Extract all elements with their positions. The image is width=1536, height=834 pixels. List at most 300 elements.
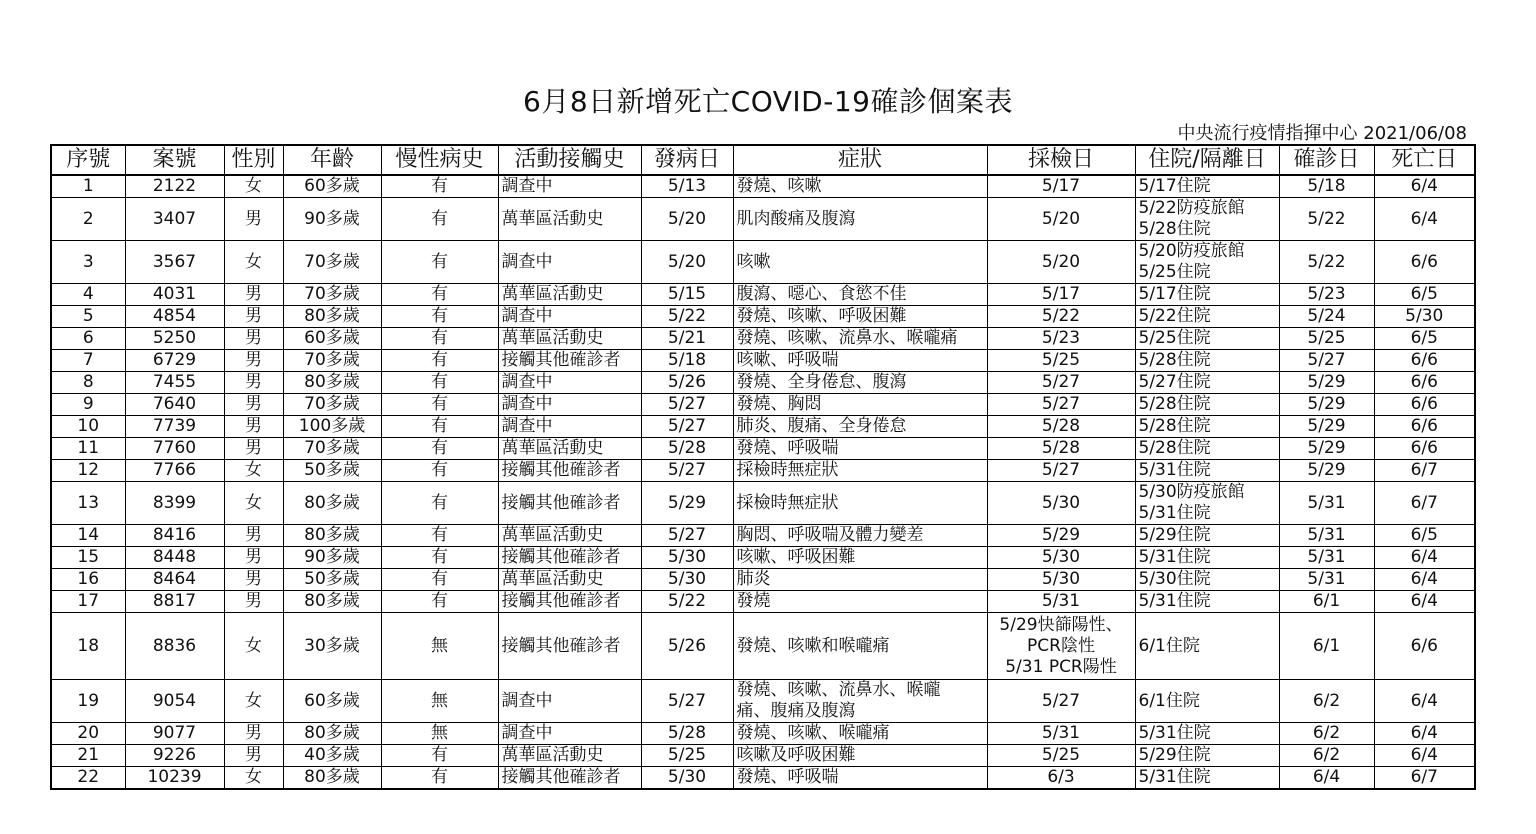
cell-sex: 男 (224, 372, 283, 394)
cell-sex: 男 (224, 569, 283, 591)
cell-seq: 14 (51, 525, 125, 547)
cell-confirmed: 5/23 (1279, 284, 1374, 306)
cell-case-no: 4854 (125, 306, 224, 328)
cell-contact: 萬華區活動史 (498, 328, 641, 350)
cell-age: 50多歲 (283, 569, 381, 591)
cell-sampling: 5/28 (987, 438, 1135, 460)
cell-confirmed: 5/31 (1279, 547, 1374, 569)
source-and-date: 中央流行疫情指揮中心 2021/06/08 (1177, 123, 1467, 144)
cell-age: 80多歲 (283, 767, 381, 790)
cell-chronic: 有 (381, 482, 498, 525)
cell-age: 80多歲 (283, 525, 381, 547)
cell-contact: 調查中 (498, 241, 641, 284)
cell-hospitalized: 5/31住院 (1135, 723, 1279, 745)
cell-contact: 調查中 (498, 372, 641, 394)
cell-onset: 5/27 (641, 680, 733, 723)
cell-line: 5/22防疫旅館 (1138, 198, 1245, 218)
cell-onset: 5/13 (641, 175, 733, 198)
cell-death: 6/4 (1374, 723, 1475, 745)
cell-hospitalized: 5/31住院 (1135, 767, 1279, 790)
cell-sampling: 5/20 (987, 198, 1135, 241)
cell-seq: 13 (51, 482, 125, 525)
cell-seq: 12 (51, 460, 125, 482)
cell-death: 6/4 (1374, 591, 1475, 613)
cell-sex: 男 (224, 547, 283, 569)
cell-chronic: 有 (381, 198, 498, 241)
cell-contact: 接觸其他確診者 (498, 350, 641, 372)
cell-chronic: 無 (381, 723, 498, 745)
cell-death: 6/6 (1374, 394, 1475, 416)
cell-sex: 男 (224, 198, 283, 241)
cell-line: 5/31 PCR陽性 (1005, 656, 1117, 677)
cell-confirmed: 6/2 (1279, 680, 1374, 723)
cell-confirmed: 5/29 (1279, 416, 1374, 438)
cell-onset: 5/20 (641, 241, 733, 284)
cell-sex: 男 (224, 284, 283, 306)
table-row (51, 241, 1475, 284)
cell-seq: 18 (51, 613, 125, 680)
cell-hospitalized: 5/28住院 (1135, 438, 1279, 460)
table-row (51, 394, 1475, 416)
cell-sex: 男 (224, 525, 283, 547)
cell-age: 100多歲 (283, 416, 381, 438)
cell-onset: 5/15 (641, 284, 733, 306)
cell-chronic: 有 (381, 350, 498, 372)
cell-confirmed: 6/1 (1279, 591, 1374, 613)
cell-contact: 接觸其他確診者 (498, 547, 641, 569)
cell-onset: 5/30 (641, 547, 733, 569)
col-header-seq: 序號 (51, 145, 125, 175)
cell-death: 6/6 (1374, 241, 1475, 284)
cell-case-no: 7455 (125, 372, 224, 394)
cell-death: 6/6 (1374, 438, 1475, 460)
cell-symptoms: 發燒、全身倦怠、腹瀉 (733, 372, 987, 394)
cell-seq: 7 (51, 350, 125, 372)
table-row (51, 525, 1475, 547)
cell-hospitalized: 5/31住院 (1135, 591, 1279, 613)
cell-chronic: 有 (381, 525, 498, 547)
cell-onset: 5/27 (641, 460, 733, 482)
col-header-sampling: 採檢日 (987, 145, 1135, 175)
cell-confirmed: 5/31 (1279, 482, 1374, 525)
cell-sex: 男 (224, 591, 283, 613)
cell-sampling: 5/29 (987, 525, 1135, 547)
cell-symptoms: 採檢時無症狀 (733, 482, 987, 525)
col-header-contact: 活動接觸史 (498, 145, 641, 175)
cell-sampling: 5/17 (987, 284, 1135, 306)
cell-case-no: 8448 (125, 547, 224, 569)
cell-sex: 女 (224, 175, 283, 198)
cell-seq: 19 (51, 680, 125, 723)
cell-hospitalized: 5/28住院 (1135, 416, 1279, 438)
cell-onset: 5/25 (641, 745, 733, 767)
cell-confirmed: 5/29 (1279, 438, 1374, 460)
cell-confirmed: 5/31 (1279, 525, 1374, 547)
cell-chronic: 有 (381, 547, 498, 569)
cell-death: 6/4 (1374, 569, 1475, 591)
cell-symptoms: 採檢時無症狀 (733, 460, 987, 482)
cell-sex: 男 (224, 394, 283, 416)
cell-chronic: 無 (381, 680, 498, 723)
col-header-sex: 性別 (224, 145, 283, 175)
cell-onset: 5/22 (641, 306, 733, 328)
cell-sex: 男 (224, 328, 283, 350)
cell-onset: 5/28 (641, 723, 733, 745)
table-row (51, 416, 1475, 438)
table-row (51, 745, 1475, 767)
cell-seq: 6 (51, 328, 125, 350)
cell-symptoms: 發燒、胸悶 (733, 394, 987, 416)
cell-death: 6/4 (1374, 745, 1475, 767)
cell-line: 5/28住院 (1138, 219, 1211, 239)
table-row (51, 350, 1475, 372)
cell-death: 6/4 (1374, 175, 1475, 198)
cell-contact: 萬華區活動史 (498, 198, 641, 241)
cell-symptoms: 發燒、咳嗽、流鼻水、喉嚨痛 (733, 328, 987, 350)
cell-hospitalized: 5/28住院 (1135, 350, 1279, 372)
cell-chronic: 有 (381, 241, 498, 284)
col-header-onset: 發病日 (641, 145, 733, 175)
cell-hospitalized: 5/29住院 (1135, 525, 1279, 547)
cell-sampling: 5/30 (987, 482, 1135, 525)
cell-confirmed: 5/31 (1279, 569, 1374, 591)
cell-case-no: 4031 (125, 284, 224, 306)
cell-onset: 5/28 (641, 438, 733, 460)
cell-death: 6/4 (1374, 547, 1475, 569)
cell-contact: 萬華區活動史 (498, 438, 641, 460)
cell-chronic: 有 (381, 767, 498, 790)
cell-age: 50多歲 (283, 460, 381, 482)
table-row (51, 198, 1475, 241)
cell-confirmed: 5/18 (1279, 175, 1374, 198)
cell-case-no: 5250 (125, 328, 224, 350)
cell-line: 5/31住院 (1138, 503, 1211, 523)
cell-line: 5/30防疫旅館 (1138, 482, 1245, 502)
table-row (51, 547, 1475, 569)
table-row (51, 482, 1475, 525)
cell-sampling: 5/22 (987, 306, 1135, 328)
cell-contact: 調查中 (498, 175, 641, 198)
cell-seq: 15 (51, 547, 125, 569)
cell-age: 70多歲 (283, 438, 381, 460)
cell-hospitalized (1135, 198, 1279, 241)
cell-symptoms: 胸悶、呼吸喘及體力變差 (733, 525, 987, 547)
table-row (51, 723, 1475, 745)
cell-confirmed: 6/2 (1279, 745, 1374, 767)
cell-confirmed: 6/4 (1279, 767, 1374, 790)
cell-sex: 女 (224, 482, 283, 525)
table-row (51, 680, 1475, 723)
cell-death: 5/30 (1374, 306, 1475, 328)
cell-contact: 接觸其他確診者 (498, 460, 641, 482)
cell-death: 6/4 (1374, 198, 1475, 241)
cell-age: 60多歲 (283, 328, 381, 350)
cell-sampling: 5/17 (987, 175, 1135, 198)
cell-sex: 男 (224, 745, 283, 767)
cell-death: 6/5 (1374, 284, 1475, 306)
cell-age: 70多歲 (283, 241, 381, 284)
cell-seq: 11 (51, 438, 125, 460)
cell-hospitalized: 5/17住院 (1135, 284, 1279, 306)
cell-death: 6/5 (1374, 328, 1475, 350)
cell-hospitalized: 6/1住院 (1135, 680, 1279, 723)
cell-sex: 女 (224, 613, 283, 680)
cell-chronic: 有 (381, 416, 498, 438)
table-row (51, 284, 1475, 306)
cell-contact: 調查中 (498, 416, 641, 438)
cell-symptoms: 腹瀉、噁心、食慾不佳 (733, 284, 987, 306)
cell-case-no: 9077 (125, 723, 224, 745)
cell-hospitalized: 5/31住院 (1135, 460, 1279, 482)
cell-contact: 接觸其他確診者 (498, 482, 641, 525)
cell-sex: 男 (224, 350, 283, 372)
cell-chronic: 有 (381, 745, 498, 767)
cell-death: 6/6 (1374, 350, 1475, 372)
cell-confirmed: 5/24 (1279, 306, 1374, 328)
cell-death: 6/6 (1374, 613, 1475, 680)
cell-seq: 3 (51, 241, 125, 284)
cell-line: 5/20防疫旅館 (1138, 241, 1245, 261)
cell-contact: 萬華區活動史 (498, 745, 641, 767)
cell-age: 80多歲 (283, 591, 381, 613)
cell-line: 5/25住院 (1138, 262, 1211, 282)
cell-symptoms: 發燒、咳嗽和喉嚨痛 (733, 613, 987, 680)
cell-hospitalized: 5/29住院 (1135, 745, 1279, 767)
cell-symptoms: 發燒、咳嗽、喉嚨痛 (733, 723, 987, 745)
cell-hospitalized: 5/25住院 (1135, 328, 1279, 350)
cell-case-no: 8416 (125, 525, 224, 547)
cell-line: 發燒、咳嗽、流鼻水、喉嚨 (736, 680, 941, 700)
cell-age: 70多歲 (283, 350, 381, 372)
cell-sampling: 5/27 (987, 372, 1135, 394)
cell-onset: 5/30 (641, 767, 733, 790)
cell-symptoms: 發燒、咳嗽、呼吸困難 (733, 306, 987, 328)
cell-age: 90多歲 (283, 198, 381, 241)
table-row (51, 591, 1475, 613)
cell-chronic: 有 (381, 591, 498, 613)
cell-sex: 女 (224, 767, 283, 790)
col-header-confirmed: 確診日 (1279, 145, 1374, 175)
cell-case-no: 9226 (125, 745, 224, 767)
table-row (51, 306, 1475, 328)
cell-case-no: 8817 (125, 591, 224, 613)
cell-confirmed: 5/29 (1279, 460, 1374, 482)
cell-contact: 調查中 (498, 394, 641, 416)
cell-hospitalized (1135, 241, 1279, 284)
cell-contact: 萬華區活動史 (498, 569, 641, 591)
cell-symptoms: 咳嗽及呼吸困難 (733, 745, 987, 767)
cell-line: PCR陰性 (1027, 635, 1095, 656)
cell-contact: 調查中 (498, 723, 641, 745)
cell-symptoms: 發燒、呼吸喘 (733, 438, 987, 460)
cell-case-no: 7766 (125, 460, 224, 482)
cell-seq: 16 (51, 569, 125, 591)
cell-death: 6/7 (1374, 767, 1475, 790)
cell-chronic: 無 (381, 613, 498, 680)
col-header-symptoms: 症狀 (733, 145, 987, 175)
cell-age: 60多歲 (283, 175, 381, 198)
cell-seq: 8 (51, 372, 125, 394)
cell-onset: 5/22 (641, 591, 733, 613)
cell-line: 痛、腹痛及腹瀉 (736, 701, 856, 721)
cell-sex: 男 (224, 723, 283, 745)
cell-symptoms (733, 680, 987, 723)
table-row (51, 328, 1475, 350)
cell-case-no: 3567 (125, 241, 224, 284)
cell-chronic: 有 (381, 569, 498, 591)
col-header-chronic: 慢性病史 (381, 145, 498, 175)
header-row (51, 145, 1475, 175)
cell-seq: 20 (51, 723, 125, 745)
cell-death: 6/7 (1374, 460, 1475, 482)
cell-sex: 女 (224, 680, 283, 723)
cell-chronic: 有 (381, 372, 498, 394)
cell-seq: 5 (51, 306, 125, 328)
cell-chronic: 有 (381, 284, 498, 306)
cell-contact: 調查中 (498, 680, 641, 723)
cell-hospitalized: 6/1住院 (1135, 613, 1279, 680)
cell-line: 5/29快篩陽性、 (999, 614, 1123, 635)
cell-case-no: 10239 (125, 767, 224, 790)
cell-death: 6/4 (1374, 680, 1475, 723)
cell-case-no: 7739 (125, 416, 224, 438)
cell-seq: 1 (51, 175, 125, 198)
cell-confirmed: 6/2 (1279, 723, 1374, 745)
cell-onset: 5/21 (641, 328, 733, 350)
cell-chronic: 有 (381, 394, 498, 416)
case-table-body (51, 175, 1475, 789)
cell-symptoms: 咳嗽、呼吸喘 (733, 350, 987, 372)
cell-age: 30多歲 (283, 613, 381, 680)
cell-symptoms: 肌肉酸痛及腹瀉 (733, 198, 987, 241)
cell-sampling: 5/30 (987, 547, 1135, 569)
cell-seq: 10 (51, 416, 125, 438)
cell-death: 6/5 (1374, 525, 1475, 547)
cell-chronic: 有 (381, 175, 498, 198)
cell-symptoms: 發燒、呼吸喘 (733, 767, 987, 790)
cell-sampling: 5/28 (987, 416, 1135, 438)
cell-contact: 調查中 (498, 306, 641, 328)
cell-seq: 2 (51, 198, 125, 241)
cell-age: 40多歲 (283, 745, 381, 767)
cell-onset: 5/30 (641, 569, 733, 591)
cell-onset: 5/27 (641, 416, 733, 438)
cell-symptoms: 肺炎 (733, 569, 987, 591)
cell-seq: 9 (51, 394, 125, 416)
cell-symptoms: 咳嗽、呼吸困難 (733, 547, 987, 569)
cell-sex: 女 (224, 460, 283, 482)
cell-seq: 22 (51, 767, 125, 790)
table-row (51, 613, 1475, 680)
cell-hospitalized: 5/22住院 (1135, 306, 1279, 328)
cell-onset: 5/18 (641, 350, 733, 372)
cell-sampling: 5/23 (987, 328, 1135, 350)
cell-sampling: 5/31 (987, 591, 1135, 613)
cell-onset: 5/27 (641, 525, 733, 547)
cell-hospitalized: 5/31住院 (1135, 547, 1279, 569)
cell-death: 6/6 (1374, 416, 1475, 438)
cell-hospitalized: 5/17住院 (1135, 175, 1279, 198)
table-row (51, 767, 1475, 790)
cell-age: 80多歲 (283, 482, 381, 525)
cell-case-no: 8464 (125, 569, 224, 591)
cell-hospitalized: 5/28住院 (1135, 394, 1279, 416)
cell-sampling: 5/27 (987, 680, 1135, 723)
cell-sex: 男 (224, 306, 283, 328)
cell-sampling: 6/3 (987, 767, 1135, 790)
cell-confirmed: 5/25 (1279, 328, 1374, 350)
case-table (50, 144, 1476, 790)
cell-contact: 接觸其他確診者 (498, 591, 641, 613)
cell-seq: 17 (51, 591, 125, 613)
cell-case-no: 8836 (125, 613, 224, 680)
cell-chronic: 有 (381, 328, 498, 350)
cell-seq: 4 (51, 284, 125, 306)
cell-age: 80多歲 (283, 723, 381, 745)
cell-confirmed: 5/29 (1279, 372, 1374, 394)
cell-contact: 萬華區活動史 (498, 284, 641, 306)
cell-age: 70多歲 (283, 284, 381, 306)
cell-sampling: 5/25 (987, 350, 1135, 372)
cell-chronic: 有 (381, 306, 498, 328)
cell-death: 6/6 (1374, 372, 1475, 394)
cell-confirmed: 5/27 (1279, 350, 1374, 372)
cell-case-no: 6729 (125, 350, 224, 372)
col-header-hospitalized: 住院/隔離日 (1135, 145, 1279, 175)
cell-contact: 接觸其他確診者 (498, 767, 641, 790)
cell-case-no: 7640 (125, 394, 224, 416)
cell-sampling (987, 613, 1135, 680)
col-header-age: 年齡 (283, 145, 381, 175)
cell-sex: 女 (224, 241, 283, 284)
cell-death: 6/7 (1374, 482, 1475, 525)
cell-chronic: 有 (381, 460, 498, 482)
cell-age: 80多歲 (283, 306, 381, 328)
col-header-death: 死亡日 (1374, 145, 1475, 175)
cell-case-no: 3407 (125, 198, 224, 241)
cell-sampling: 5/31 (987, 723, 1135, 745)
page-title: 6月8日新增死亡COVID-19確診個案表 (523, 85, 1013, 118)
cell-age: 80多歲 (283, 372, 381, 394)
cell-onset: 5/26 (641, 372, 733, 394)
cell-chronic: 有 (381, 438, 498, 460)
table-row (51, 372, 1475, 394)
table-row (51, 569, 1475, 591)
cell-case-no: 8399 (125, 482, 224, 525)
cell-age: 60多歲 (283, 680, 381, 723)
cell-onset: 5/29 (641, 482, 733, 525)
cell-age: 90多歲 (283, 547, 381, 569)
cell-onset: 5/26 (641, 613, 733, 680)
cell-onset: 5/27 (641, 394, 733, 416)
cell-sex: 男 (224, 416, 283, 438)
cell-confirmed: 6/1 (1279, 613, 1374, 680)
cell-case-no: 2122 (125, 175, 224, 198)
cell-sampling: 5/27 (987, 460, 1135, 482)
cell-case-no: 9054 (125, 680, 224, 723)
cell-case-no: 7760 (125, 438, 224, 460)
cell-hospitalized (1135, 482, 1279, 525)
cell-sampling: 5/27 (987, 394, 1135, 416)
cell-sampling: 5/30 (987, 569, 1135, 591)
cell-symptoms: 發燒 (733, 591, 987, 613)
cell-sex: 男 (224, 438, 283, 460)
cell-onset: 5/20 (641, 198, 733, 241)
cell-symptoms: 咳嗽 (733, 241, 987, 284)
table-row (51, 460, 1475, 482)
cell-confirmed: 5/22 (1279, 198, 1374, 241)
cell-sampling: 5/20 (987, 241, 1135, 284)
